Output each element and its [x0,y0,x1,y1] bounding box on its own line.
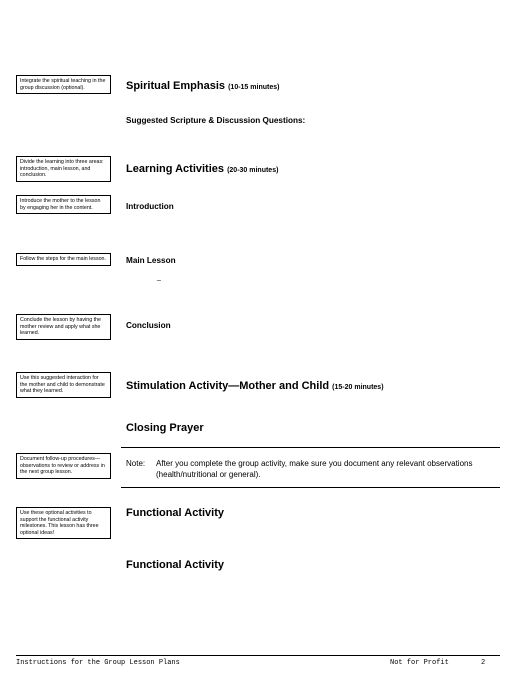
learning-activities-heading [126,163,278,175]
footer-rule [16,655,500,656]
footer-page-number: 2 [481,659,486,667]
note-bottom-rule [121,487,500,488]
sidebar-note-functional: Use these optional activities to support the functional activity milestones. This lesson has three optional ideas! [16,507,111,539]
sidebar-note-main-lesson: Follow the steps for the main lesson. [16,253,111,266]
learning-activities-duration: (20-30 minutes) [227,167,279,174]
footer-not-for-profit: Not for Profit [390,659,449,667]
closing-prayer-heading: Closing Prayer [126,422,204,434]
sidebar-note-conclusion: Conclude the lesson by having the mother review and apply what she learned. [16,314,111,340]
sidebar-note-introduction: Introduce the mother to the lesson by engaging her in the content. [16,195,111,214]
sidebar-note-learning: Divide the learning into three areas: introduction, main lesson, and conclusion. [16,156,111,182]
functional-activity-heading-2: Functional Activity [126,559,224,571]
stimulation-activity-title: Stimulation Activity—Mother and Child [126,380,330,392]
learning-activities-title: Learning Activities [126,163,225,175]
stimulation-activity-duration: (15-20 minutes) [332,384,384,391]
introduction-heading: Introduction [126,202,174,211]
spiritual-emphasis-duration: (10-15 minutes) [228,84,280,91]
note-label: Note: [126,459,146,468]
stimulation-activity-heading [126,380,384,392]
scripture-heading: Suggested Scripture & Discussion Questions: [126,116,306,125]
sidebar-note-follow-up: Document follow-up procedures—observations to review or address in the next group lesson. [16,453,111,479]
spiritual-emphasis-title: Spiritual Emphasis [126,80,226,92]
footer-document-title: Instructions for the Group Lesson Plans [16,659,180,667]
follow-up-note [126,458,496,480]
conclusion-heading: Conclusion [126,321,171,330]
main-lesson-dash: _ [157,274,161,281]
sidebar-note-stimulation: Use this suggested interaction for the mother and child to demonstrate what they learned. [16,372,111,398]
note-top-rule [121,447,500,448]
sidebar-note-spiritual: Integrate the spiritual teaching in the group discussion (optional). [16,75,111,94]
main-lesson-heading: Main Lesson [126,256,176,265]
functional-activity-heading-1: Functional Activity [126,507,224,519]
note-text: After you complete the group activity, make sure you document any relevant observations (health/nutritional or general). [156,459,473,479]
spiritual-emphasis-heading [126,80,279,92]
